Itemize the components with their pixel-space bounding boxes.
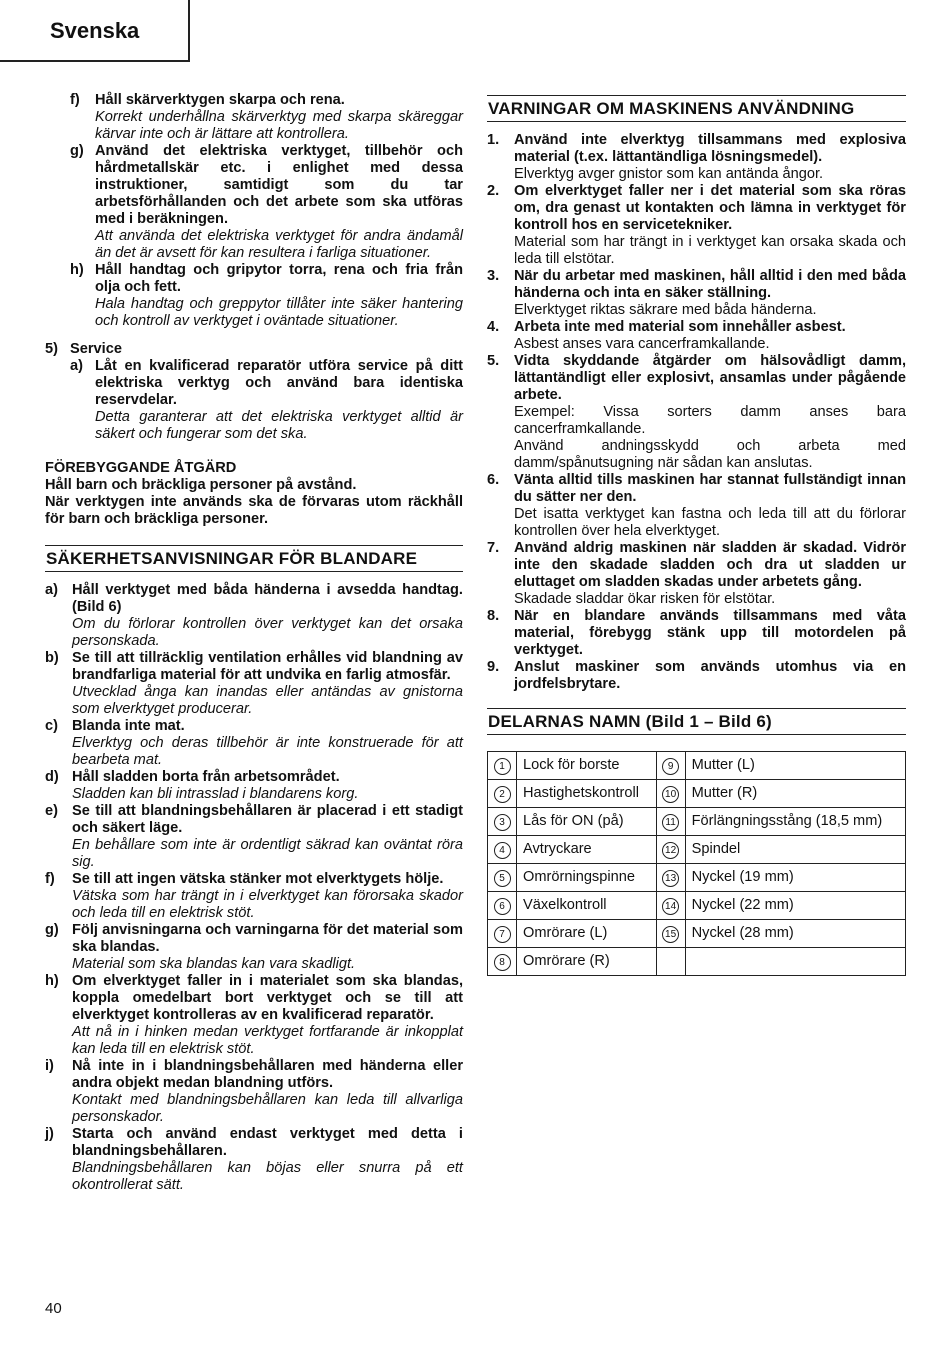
- part-name: Växelkontroll: [517, 892, 657, 920]
- part-name: Nyckel (22 mm): [685, 892, 905, 920]
- item-note-text: Vätska som har trängt in i elverktyget kan förorsaka skador och leda till en elektrisk stöt.: [72, 888, 463, 921]
- item-bold-text: Starta och använd endast verktyget med detta i blandningsbehållaren.: [72, 1126, 463, 1159]
- list-item: g) Använd det elektriska verktyget, tillbehör och hårdmetallskär etc. i enlighet med dessa instruktioner, samtidigt som du tar arbetsförhållanden och det arbete som ska utföras med i beräkningen. Att använda det elektriska verktyget för andra ändamål än det är avsett för kan resultera i farliga situationer.: [70, 143, 463, 261]
- item-note-text: Använd andningsskydd och arbeta med damm/spånutsugning när sådan kan anslutas.: [514, 438, 906, 471]
- parts-row: [488, 836, 906, 864]
- item-label: 4.: [487, 319, 500, 335]
- list-item: [45, 871, 463, 922]
- item-bold-text: Använd inte elverktyg tillsammans med explosiva material (t.ex. lättantändliga lösningsmedel).: [514, 132, 906, 165]
- part-number-circle: 4: [494, 842, 511, 859]
- item-bold-text: När du arbetar med maskinen, håll alltid i den med båda händerna och inta en säker ställning.: [514, 268, 906, 301]
- item-label: f): [45, 871, 55, 887]
- part-number: [656, 836, 685, 864]
- parts-row: [488, 948, 906, 976]
- list-item: [45, 803, 463, 871]
- part-name: Nyckel (28 mm): [685, 920, 905, 948]
- item-label: c): [45, 718, 58, 734]
- part-number: [656, 948, 685, 976]
- part-name: [685, 948, 905, 976]
- list-item: h) Håll handtag och gripytor torra, rena och fria från olja och fett. Hala handtag och greppytor tillåter inte säker hantering och kontroll av verktyget i oväntade situationer.: [70, 262, 463, 329]
- list-item: a) Låt en kvalificerad reparatör utföra service på ditt elektriska verktyg och använd bara identiska reservdelar. Detta garanterar att det elektriska verktyget alltid är säkert och fungerar som det ska.: [70, 358, 463, 442]
- list-item: [487, 472, 906, 540]
- part-number-circle: 11: [662, 814, 679, 831]
- parts-heading: DELARNAS NAMN (Bild 1 – Bild 6): [487, 708, 906, 735]
- part-number-circle: 7: [494, 926, 511, 943]
- item-bold-text: När en blandare används tillsammans med våta material, förebygg stänk upp till motordelen på verktyget.: [514, 608, 906, 658]
- part-number: [488, 920, 517, 948]
- item-note-text: Elverktyg avger gnistor som kan antända ångor.: [514, 166, 824, 182]
- item-label: g): [45, 922, 59, 938]
- item-note-text: Material som har trängt in i verktyget kan orsaka skada och leda till elstötar.: [514, 234, 906, 267]
- item-label: a): [45, 582, 58, 598]
- part-number: [488, 752, 517, 780]
- item-label: 2.: [487, 183, 500, 199]
- item-note-text: Kontakt med blandningsbehållaren kan leda till allvarliga personskador.: [72, 1092, 463, 1125]
- part-number-circle: 14: [662, 898, 679, 915]
- list-item: [45, 650, 463, 718]
- item-label: 1.: [487, 132, 500, 148]
- parts-row: [488, 892, 906, 920]
- part-name: Hastighetskontroll: [517, 780, 657, 808]
- part-number: [656, 864, 685, 892]
- prevent-title: FÖREBYGGANDE ÅTGÄRD: [45, 460, 237, 476]
- part-number: [488, 864, 517, 892]
- item-label: 8.: [487, 608, 500, 624]
- language-tab: [0, 0, 190, 62]
- part-number-circle: 1: [494, 758, 511, 775]
- part-number: [488, 836, 517, 864]
- part-name: Avtryckare: [517, 836, 657, 864]
- list-item: [487, 183, 906, 268]
- item-label: h): [45, 973, 59, 989]
- list-item: [487, 608, 906, 659]
- part-number: [656, 920, 685, 948]
- list-item: f) Håll skärverktygen skarpa och rena. Korrekt underhållna skärverktyg med skarpa skäreggar kärvar inte och är lättare att kontrollera.: [70, 92, 463, 142]
- item-note-text: Material som ska blandas kan vara skadligt.: [72, 956, 356, 972]
- parts-table: [487, 751, 906, 976]
- right-column: [487, 92, 906, 976]
- item-note-text: En behållare som inte är ordentligt säkrad kan oväntat röra sig.: [72, 837, 463, 870]
- item-label: d): [45, 769, 59, 785]
- list-item: [45, 922, 463, 973]
- list-item: [45, 973, 463, 1058]
- item-bold-text: Se till att ingen vätska stänker mot elverktygets hölje.: [72, 871, 444, 887]
- mixer-list: [45, 582, 463, 1194]
- part-number: [656, 780, 685, 808]
- parts-row: [488, 808, 906, 836]
- parts-row: [488, 752, 906, 780]
- item-label: j): [45, 1126, 54, 1142]
- parts-row: [488, 864, 906, 892]
- part-name: Förlängningsstång (18,5 mm): [685, 808, 905, 836]
- item-label: e): [45, 803, 58, 819]
- part-name: Lås för ON (på): [517, 808, 657, 836]
- item-bold-text: Om elverktyget faller in i materialet som ska blandas, koppla omedelbart bort verktyget och se till att elverktyget kontrolleras av en kvalificerad reparatör.: [72, 973, 463, 1023]
- item-bold-text: Använd aldrig maskinen när sladden är skadad. Vidrör inte den skadade sladden och dra ut sladden ur eluttaget om sladden skadas under arbetets gång.: [514, 540, 906, 590]
- item-note-text: Utvecklad ånga kan inandas eller antändas av gnistorna som elverktyget producerar.: [72, 684, 463, 717]
- left-column: [45, 92, 463, 1194]
- list-item: [45, 718, 463, 769]
- list-item: [487, 540, 906, 608]
- part-number-circle: 13: [662, 870, 679, 887]
- list-item: [45, 1058, 463, 1126]
- item-bold-text: Vidta skyddande åtgärder om hälsovådligt damm, lättantändligt eller explosivt, ansamlas under pågående arbete.: [514, 353, 906, 403]
- item-label: 9.: [487, 659, 500, 675]
- part-number: [488, 780, 517, 808]
- item-note-text: Blandningsbehållaren kan böjas eller snurra på ett okontrollerat sätt.: [72, 1160, 463, 1193]
- item-label: 3.: [487, 268, 500, 284]
- parts-row: [488, 780, 906, 808]
- prevent-section: FÖREBYGGANDE ÅTGÄRD Håll barn och bräckliga personer på avstånd. När verktygen inte används ska de förvaras utom räckhåll för barn och bräckliga personer.: [45, 460, 463, 527]
- item-note-text: Asbest anses vara cancerframkallande.: [514, 336, 770, 352]
- item-bold-text: Håll sladden borta från arbetsområdet.: [72, 769, 340, 785]
- item-note-text: Det isatta verktyget kan fastna och leda till att du förlorar kontrollen över hela elverktyget.: [514, 506, 906, 539]
- item-note-text: Om du förlorar kontrollen över verktyget kan det orsaka personskada.: [72, 616, 463, 649]
- item-note-text: Exempel: Vissa sorters damm anses bara cancerframkallande.: [514, 404, 906, 437]
- item-bold-text: Blanda inte mat.: [72, 718, 185, 734]
- list-item: [487, 268, 906, 319]
- part-number: [488, 948, 517, 976]
- part-number-circle: 8: [494, 954, 511, 971]
- item-note-text: Sladden kan bli intrasslad i blandarens korg.: [72, 786, 359, 802]
- part-number-circle: 10: [662, 786, 679, 803]
- list-item: [45, 582, 463, 650]
- service-section: 5) Service: [45, 341, 122, 357]
- item-bold-text: Vänta alltid tills maskinen har stannat fullständigt innan du sätter ner den.: [514, 472, 906, 505]
- part-number-circle: 5: [494, 870, 511, 887]
- part-name: Omrörningspinne: [517, 864, 657, 892]
- item-label: 7.: [487, 540, 500, 556]
- part-number: [488, 808, 517, 836]
- part-name: Spindel: [685, 836, 905, 864]
- item-bold-text: Håll verktyget med båda händerna i avsedda handtag. (Bild 6): [72, 582, 463, 615]
- list-f-to-h: [70, 92, 463, 330]
- list-item: [487, 132, 906, 183]
- item-bold-text: Om elverktyget faller ner i det material som ska röras om, dra genast ut kontakten och lämna in verktyget för kontroll hos en servicetekniker.: [514, 183, 906, 233]
- list-item: [487, 319, 906, 353]
- item-note-text: Elverktyget riktas säkrare med båda händerna.: [514, 302, 817, 318]
- item-note-text: Att nå in i hinken medan verktyget fortfarande är inkopplat kan leda till en elektrisk stöt.: [72, 1024, 463, 1057]
- part-name: Omrörare (R): [517, 948, 657, 976]
- item-label: b): [45, 650, 59, 666]
- item-label: 5.: [487, 353, 500, 369]
- item-label: i): [45, 1058, 54, 1074]
- part-number: [488, 892, 517, 920]
- service-list: [70, 358, 463, 443]
- part-number: [656, 892, 685, 920]
- item-bold-text: Se till att blandningsbehållaren är placerad i ett stadigt och säkert läge.: [72, 803, 463, 836]
- part-number-circle: 3: [494, 814, 511, 831]
- mixer-heading: SÄKERHETSANVISNINGAR FÖR BLANDARE: [45, 545, 463, 572]
- item-note-text: Elverktyg och deras tillbehör är inte konstruerade för att bearbeta mat.: [72, 735, 463, 768]
- part-number-circle: 9: [662, 758, 679, 775]
- item-note-text: Skadade sladdar ökar risken för elstötar.: [514, 591, 776, 607]
- list-item: [45, 1126, 463, 1194]
- item-bold-text: Följ anvisningarna och varningarna för det material som ska blandas.: [72, 922, 463, 955]
- part-name: Mutter (L): [685, 752, 905, 780]
- item-bold-text: Arbeta inte med material som innehåller asbest.: [514, 319, 846, 335]
- part-name: Mutter (R): [685, 780, 905, 808]
- part-number-circle: 6: [494, 898, 511, 915]
- item-bold-text: Anslut maskiner som används utomhus via en jordfelsbrytare.: [514, 659, 906, 692]
- item-label: 6.: [487, 472, 500, 488]
- part-number: [656, 752, 685, 780]
- part-number-circle: 15: [662, 926, 679, 943]
- part-name: Omrörare (L): [517, 920, 657, 948]
- language-label: Svenska: [50, 18, 140, 43]
- parts-row: [488, 920, 906, 948]
- list-item: [45, 769, 463, 803]
- item-bold-text: Nå inte in i blandningsbehållaren med händerna eller andra objekt medan blandning utförs.: [72, 1058, 463, 1091]
- part-name: Nyckel (19 mm): [685, 864, 905, 892]
- part-number: [656, 808, 685, 836]
- part-number-circle: 2: [494, 786, 511, 803]
- page-number: 40: [45, 1300, 62, 1317]
- warning-heading: VARNINGAR OM MASKINENS ANVÄNDNING: [487, 95, 906, 122]
- list-item: [487, 353, 906, 472]
- part-name: Lock för borste: [517, 752, 657, 780]
- warning-list: [487, 132, 906, 693]
- part-number-circle: 12: [662, 842, 679, 859]
- item-bold-text: Se till att tillräcklig ventilation erhålles vid blandning av brandfarliga material för att undvika en farlig atmosfär.: [72, 650, 463, 683]
- list-item: [487, 659, 906, 693]
